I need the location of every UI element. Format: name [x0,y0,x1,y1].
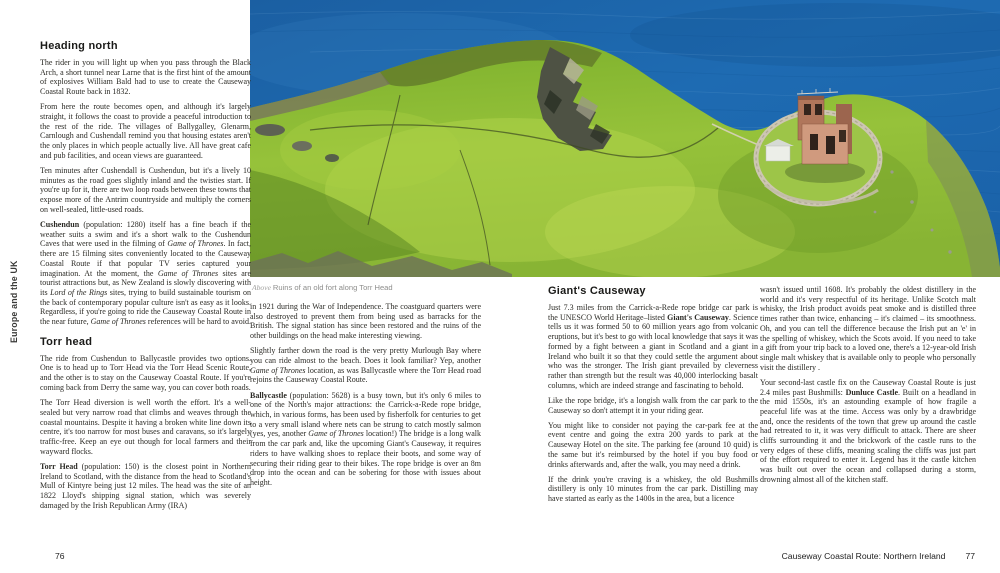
paragraph: Just 7.3 miles from the Carrick-a-Rede rope bridge car park is the UNESCO World Heritage–listed Giant's Causeway. Science tells us it was formed 50 to 60 million years ago from volcanic eruptions, but it's best to go with local knowledge that says it was formed by a fight between a giant in Scotland and a giant in Ireland who built it so that they could settle the argument about who was the stronger. The Irish giant prevailed by cleverness rather than strength but the result was 40,000 interlocking basalt columns, which are indeed strange and fascinating to behold. [548,303,759,390]
paragraph: Ballycastle (population: 5628) is a busy town, but it's only 6 miles to one of the North's major attractions: the Carrick-a-Rede rope bridge, which, in various forms, has been used by fisherfolk for centuries to get to a very small island where nets can be strung to catch mostly salmon (yes, yes, another Game of Thrones location!) The bridge is a long walk from the car park and, like the upcoming Giant's Causeway, it requires riders to have walking shoes to replace their boots, and some way of securing their riding gear to their bikes. The rope bridge is over an 8m drop into the ocean and can be sobering for those with issues about height. [250,390,481,487]
paragraph: Slightly farther down the road is the very pretty Murlough Bay where you can ride almost to the beach. Does it look familiar? Yep, another Game of Thrones location, as was Ballycastle where the Torr Head road rejoins the Causeway Coastal Route. [250,346,481,385]
page-number-right: 77 [965,551,975,561]
paragraph: The rider in you will light up when you pass through the Black Arch, a short tunnel near Larne that is the first hint of the amount of explosives William Bald had to use to create the Causeway Coastal Route back in 1832. [40,58,251,97]
paragraph: You might like to consider not paying the car-park fee at the event centre and going the extra 200 yards to park at the Causeway Hotel on the site. The parking fee (around 10 quid) is the same but it's reimbursed by the hotel if you buy food or drinks afterwards and, after the walk, you may need a drink. [548,420,758,469]
paragraph: The ride from Cushendun to Ballycastle provides two options. One is to head up to Torr Head via the Torr Head Scenic Route, and the other is to stay on the Causeway Coastal Route. If you're coming back from Derry the same way, you can cover both roads. [40,353,251,392]
paragraph: Cushendun (population: 1280) itself has a fine beach if the weather suits a swim and it's a short walk to the Cushendun Caves that were used in the filming of Game of Thrones. In fact, there are 15 filming sites conveniently located to the Causeway Coastal Route if that popular TV series captured your imagination. At the moment, the Game of Thrones sites are tourist attractions but, as New Zealand is slowly discovering with its Lord of the Rings sites, trying to build sustainable tourism on the back of contemporary popular culture isn't as easy as it looks. Regardless, if you're going to ride the Causeway Coastal Route in the near future, Game of Thrones references will be hard to avoid. [40,220,251,327]
section-title-giants-causeway: Giant's Causeway [548,285,646,297]
running-footer [782,551,975,561]
paragraph: Torr Head (population: 150) is the closest point in Northern Ireland to Scotland, with the distance from the head to Scotland's Mull of Kintyre being just 12 miles. The head was the site of an 1822 Lloyd's shipping signal station, which was severely damaged by the Irish Republican Army (IRA) [40,461,251,510]
page-number-left: 76 [55,551,65,561]
paragraph: From here the route becomes open, and although it's largely straight, it follows the coast to provide a peaceful introduction to the rest of the ride. The villages of Ballygalley, Glenarm, Carnlough and Cushendall remind you that housing estates aren't the only places in which people actually live. All have great cafe and pub facilities, and ocean views are guaranteed. [40,102,251,160]
photo-torr-head [250,0,1000,277]
paragraph: in 1921 during the War of Independence. The coastguard quarters were also destroyed to prevent them from being used as barracks for the British. The signal station has since been restored and the ruins of the other buildings on the head make interesting viewing. [250,302,481,341]
paragraph: The Torr Head diversion is well worth the effort. It's a well-sealed but very narrow road that climbs and weaves through the coastal mountains. Despite it having a broken white line down its centre, it's too narrow for most buses and caravans, so it's largely traffic-free. Keep an eye out though for local farmers and their wayward flocks. [40,398,251,456]
paragraph: Like the rope bridge, it's a longish walk from the car park to the Causeway so don't attempt it in your riding gear. [548,395,758,415]
paragraph: Ten minutes after Cushendall is Cushendun, but it's a lively 10 minutes as the road goes slightly inland and the twisties start. If you're up for it, there are two loop roads between these towns that expose more of the Antrim countryside and multiply the corners on well-sealed, little-used roads. [40,166,251,214]
paragraph: wasn't issued until 1608. It's probably the oldest distillery in the world and it's very respectful of its heritage. Unlike Scotch malt whisky, the Irish product avoids peat smoke and is distilled three times rather than twice, enhancing – it's claimed – its smoothness. Oh, and you can tell the difference because the Irish put an 'e' in the spelling of whiskey, which the Scots avoid. If you need to take a gift from your trip back to a loved one, there's a 12-year-old Irish single malt whiskey that is available only to people who personally visit the distillery . [760,285,976,372]
paragraph: If the drink you're craving is a whiskey, the old Bushmills distillery is only 10 minutes from the car park. Distilling may have started as early as the 1400s in the area, but a licence [548,474,758,504]
column-heading-north [40,40,251,510]
running-footer-title: Causeway Coastal Route: Northern Ireland [781,551,946,561]
photo-caption: Above Ruins of an old fort along Torr Head [252,283,393,292]
column-causeway-continuation [760,285,976,485]
section-title-heading-north: Heading north [40,40,118,52]
photo-illustration [250,0,1000,277]
column-torr-continuation [250,302,481,488]
paragraph: Your second-last castle fix on the Causeway Coastal Route is just 2.4 miles past Bushmills: Dunluce Castle. Built on a headland in the mid 1550s, it's an astounding example of how fragile a peaceful life was at the time. Access was only by a drawbridge and, once the residents of the town that grew up around the castle had retreated to it, it was very difficult to attack. There are sheer cliffs surrounding it and the brickwork of the castle runs to the very edges of these cliffs, meaning scaling the cliffs was just part of the effort required to enter it. Legend has it the castle kitchen was built out over the ocean and collapsed during a storm, drowning almost all of the kitchen staff. [760,377,976,484]
section-title-torr-head: Torr head [40,335,93,348]
section-edge-label: Europe and the UK [9,260,19,343]
column-giants-causeway [548,285,758,504]
